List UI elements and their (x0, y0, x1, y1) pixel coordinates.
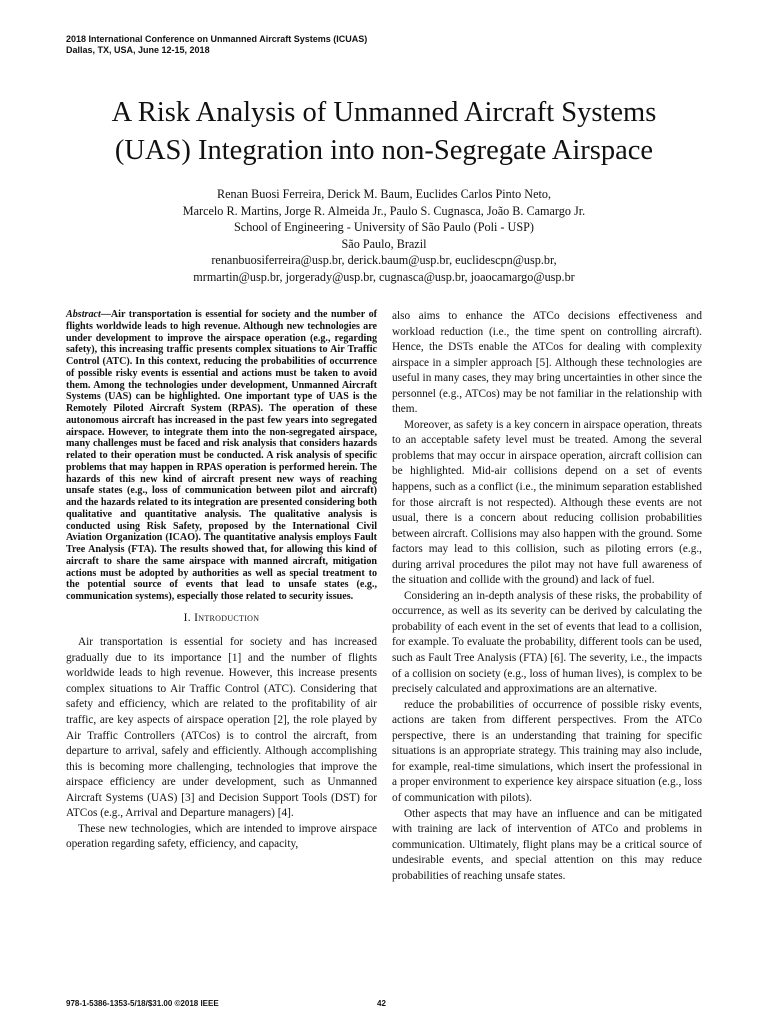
author-location: São Paulo, Brazil (341, 236, 427, 251)
author-names-1: Renan Buosi Ferreira, Derick M. Baum, Euclides Carlos Pinto Neto, (216, 187, 552, 201)
intro-paragraph-1: Air transportation is essential for society and has increased gradually due to its importance [1] and the number of flights worldwide leads to high revenue. However, this increase presents complex situations to Air Traffic Control (ATC). Considering that safety and efficiency, which are related to the profitability of air traffic, are key aspects of airspace operation [2], the role played by Air Traffic Controllers (ATCos) is to control the aircraft, from departure to arrival, safely and efficiently. Although accomplishing this is becoming more challenging, technologies that improve the airspace efficiency are under development, such as Unmanned Aircraft Systems (UAS) [3] and Decision Support Tools (DST) for ATCos (e.g., Arrival and Departure managers) [4]. (66, 636, 377, 820)
conference-name: 2018 International Conference on Unmanned Aircraft Systems (ICUAS) (66, 34, 368, 44)
right-paragraph-2: Moreover, as safety is a key concern in airspace operation, threats to an acceptable safety level must be treated. Among the several problems that may occur in airspace operation, aircraft collision can be highlighted. Mid-air collisions depend on a set of events happens, such as a conflict (i.e., the minimum separation established for those aircraft is not respected). Although these events are not usual, there is a concern about reducing collision probabilities between aircraft. Collisions may also happen with the ground. Some factors may lead to this collision, such as piloting errors (e.g., during arrival procedures the pilot may not have full awareness of the situation and collide with the ground) and lack of fuel. (392, 418, 702, 587)
left-column (66, 309, 377, 853)
footer-isbn: 978-1-5386-1353-5/18/$31.00 ©2018 IEEE (66, 999, 219, 1008)
author-emails-1: renanbuosiferreira@usp.br, derick.baum@usp.br, euclidescpn@usp.br, (211, 253, 557, 268)
abstract-text: —Air transportation is essential for society and the number of flights worldwide leads to high revenue. Although new technologies are under development to improve the airspace operation (e.g., regarding safety), this increasing traffic presents complex situations to Air Traffic Control (ATC). In this context, reducing the probabilities of occurrence of possible risky events is essential and actions must be taken to avoid them. Among the technologies under development, Unmanned Aircraft Systems (UAS) can be highlighted. One important type of UAS is the Remotely Piloted Aircraft System (RPAS). The operation of these autonomous aircraft has increased in the past few years into segregated airspace. However, to integrate them into the non-segregated airspace, many challenges must be faced and risk analysis that considers hazards related to their operation must be conducted. A risk analysis of specific problems that may happen in RPAS operation is performed herein. The hazards of this new kind of aircraft present new ways of reaching unsafe states (e.g., loss of communication between pilot and aircraft) and the hazards related to its integration are presented considering both qualitative and quantitative analysis. The qualitative analysis is conducted using Risk Safety, proposed by the International Civil Aviation Organization (ICAO). The quantitative analysis employs Fault Tree Analysis (FTA). The results showed that, for allowing this kind of aircraft to share the same airspace with manned aircraft, mitigation actions must be adopted by authorities as well as special treatment to the potential source of events that lead to unsafe states (e.g., communication systems), especially those related to security issues. (66, 309, 377, 602)
intro-paragraph-2: These new technologies, which are intended to improve airspace operation regarding safety, efficiency, and capacity, (66, 822, 377, 851)
title-line-1: A Risk Analysis of Unmanned Aircraft Systems (111, 97, 657, 128)
title-line-2: (UAS) Integration into non-Segregate Airspace (114, 135, 654, 166)
page-number: 42 (377, 999, 386, 1008)
author-affiliation: School of Engineering - University of São Paulo (Poli - USP) (234, 220, 534, 235)
right-paragraph-3: Considering an in-depth analysis of these risks, the probability of occurrence, as well as its severity can be derived by calculating the probability of each event in the set of events that lead to a collision, for example. To evaluate the probability, different tools can be used, such as Fault Tree Analysis (FTA) [6]. The severity, i.e., the impacts of a collision on society (e.g., loss of human lives), is complex to be precisely calculated and approximations are an alternative. (392, 589, 702, 696)
right-paragraph-4: reduce the probabilities of occurrence of possible risky events, actions are taken from different perspectives. From the ATCo perspective, there is an understanding that training for specific situations is an appropriate strategy. This training may also include, for example, real-time simulations, which insert the professional in a proper environment to experience key airspace situation (e.g., loss of communication with pilots). (392, 698, 702, 804)
author-block (0, 186, 768, 286)
right-column (392, 309, 702, 884)
conference-location: Dallas, TX, USA, June 12-15, 2018 (66, 45, 210, 55)
section-heading-introduction: I. Introduction (183, 611, 260, 624)
right-paragraph-5: Other aspects that may have an influence and can be mitigated with training are lack of intervention of ATCo and problems in communication. Ultimately, flight plans may be a critical source of undesirable events, and special attention on this may reduce probabilities of reaching unsafe states. (392, 807, 702, 882)
abstract-label: Abstract (66, 309, 101, 320)
paper-title (0, 94, 768, 170)
abstract (66, 309, 377, 603)
right-paragraph-1: also aims to enhance the ATCo decisions effectiveness and workload reduction (i.e., the time spent on controlling aircraft). Hence, the DSTs enable the ATCos for dealing with complexity airspace in a simpler approach [5]. Although these technologies are useful in many cases, they may bring uncertainties in other since the personnel (e.g., ATCos) may be not familiar in the relationship with them. (392, 310, 702, 416)
author-names-2: Marcelo R. Martins, Jorge R. Almeida Jr., Paulo S. Cugnasca, João B. Camargo Jr. (182, 203, 586, 218)
author-emails-2: mrmartin@usp.br, jorgerady@usp.br, cugnasca@usp.br, joaocamargo@usp.br (193, 269, 575, 284)
conference-header (66, 34, 367, 56)
